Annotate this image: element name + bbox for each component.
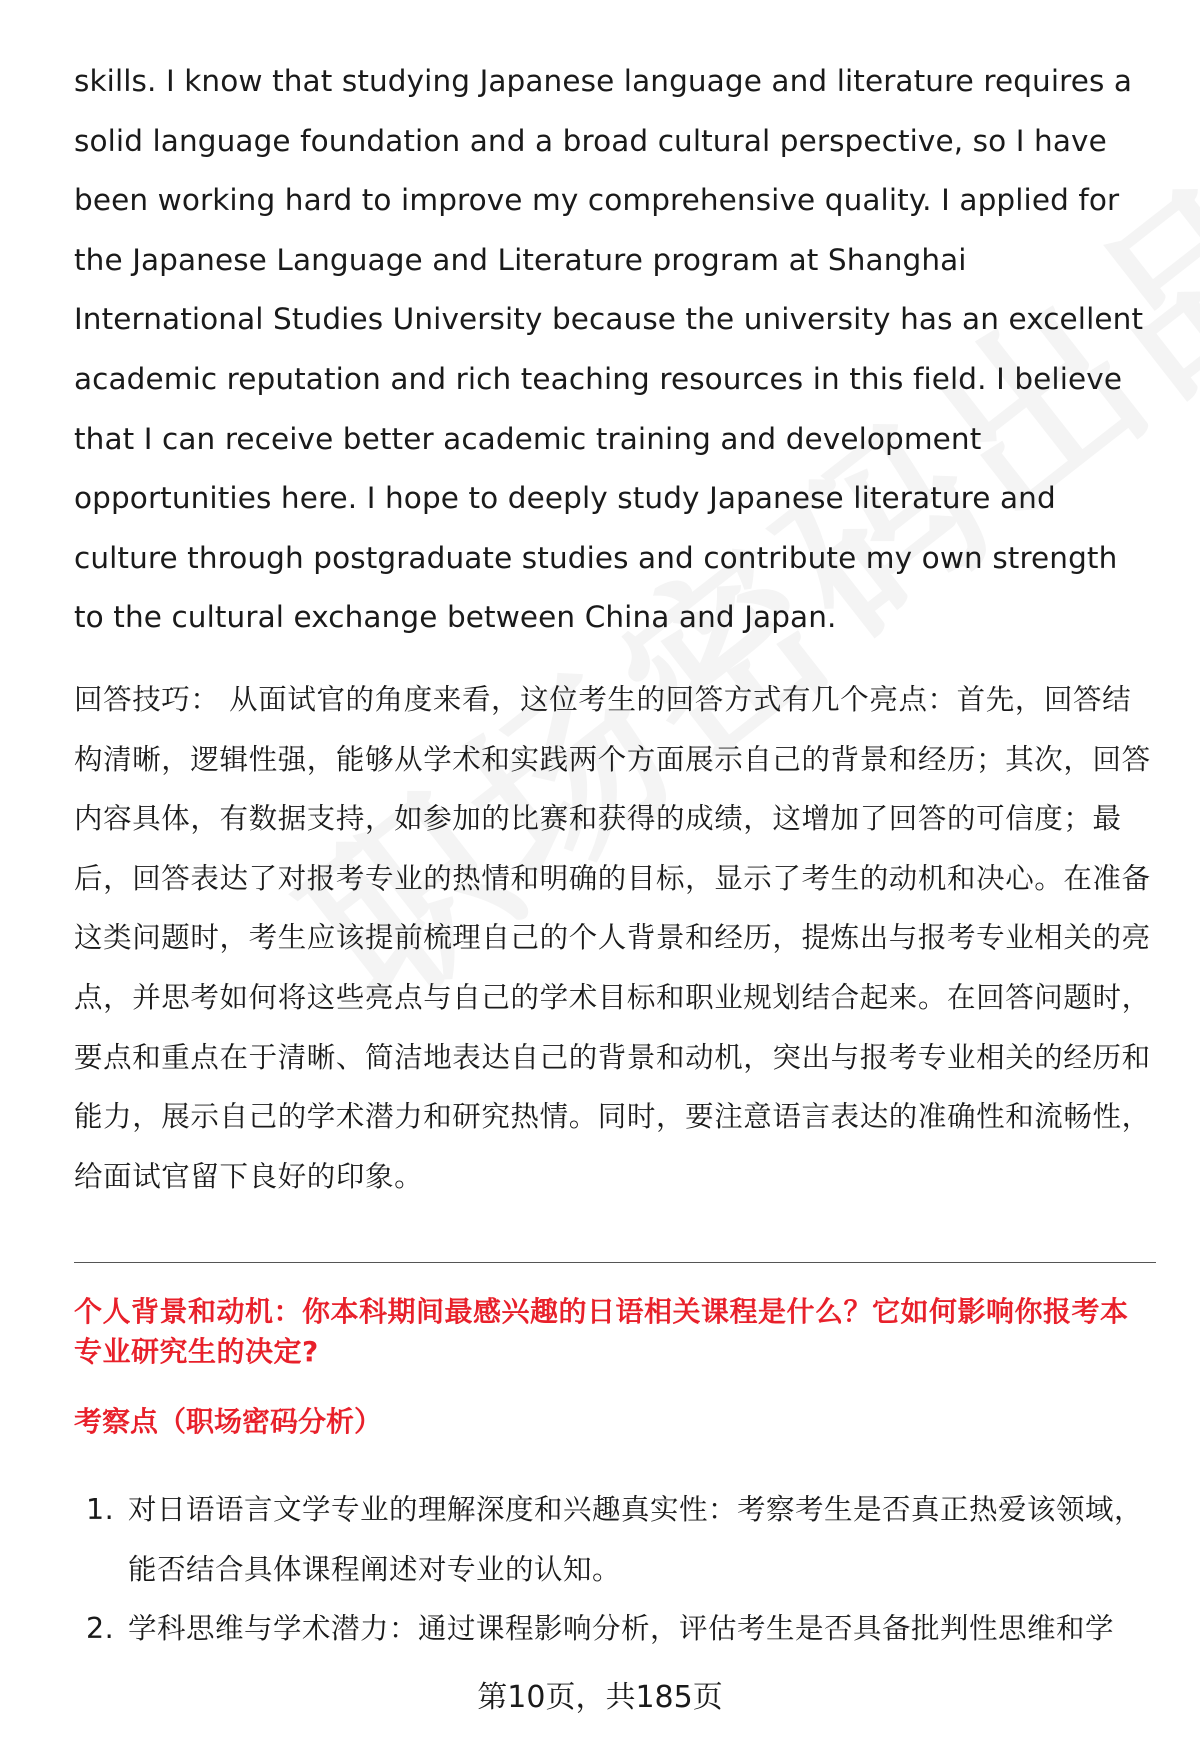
list-number: 2.	[86, 1612, 115, 1646]
list-item-text: 对日语语言文学专业的理解深度和兴趣真实性：考察考生是否真正热爱该领域，能否结合具体课程阐述对专业的认知。	[128, 1493, 1144, 1586]
english-paragraph: skills. I know that studying Japanese language and literature requires a solid language foundation and a broad cultural perspective, so I have been working hard to improve my comprehensive quality. I applied for the Japanese Language and Literature program at Shanghai International Studies University because the university has an excellent academic reputation and rich teaching resources in this field. I believe that I can receive better academic training and development opportunities here. I hope to deeply study Japanese literature and culture through postgraduate studies and contribute my own strength to the cultural exchange between China and Japan.	[74, 64, 1144, 635]
section-divider	[74, 1262, 1156, 1263]
assessment-list	[74, 1480, 1154, 1659]
list-item	[74, 1599, 1154, 1659]
list-item-text: 学科思维与学术潜力：通过课程影响分析，评估考生是否具备批判性思维和学	[128, 1612, 1115, 1646]
page-body	[74, 52, 1154, 1206]
question-title: 个人背景和动机：你本科期间最感兴趣的日语相关课程是什么？它如何影响你报考本专业研究生的决定?	[74, 1295, 1129, 1368]
list-item	[74, 1480, 1154, 1599]
assessment-subhead: 考察点（职场密码分析）	[74, 1405, 383, 1438]
page-footer: 第10页，共185页	[477, 1680, 723, 1715]
list-number: 1.	[86, 1493, 115, 1526]
tips-paragraph: 回答技巧： 从面试官的角度来看，这位考生的回答方式有几个亮点：首先，回答结构清晰，逻辑性强，能够从学术和实践两个方面展示自己的背景和经历；其次，回答内容具体，有数据支持，如参加的比赛和获得的成绩，这增加了回答的可信度；最后，回答表达了对报考专业的热情和明确的目标，显示了考生的动机和决心。在准备这类问题时，考生应该提前梳理自己的个人背景和经历，提炼出与报考专业相关的亮点，并思考如何将这些亮点与自己的学术目标和职业规划结合起来。在回答问题时，要点和重点在于清晰、简洁地表达自己的背景和动机，突出与报考专业相关的经历和能力，展示自己的学术潜力和研究热情。同时，要注意语言表达的准确性和流畅性，给面试官留下良好的印象。	[74, 682, 1151, 1193]
